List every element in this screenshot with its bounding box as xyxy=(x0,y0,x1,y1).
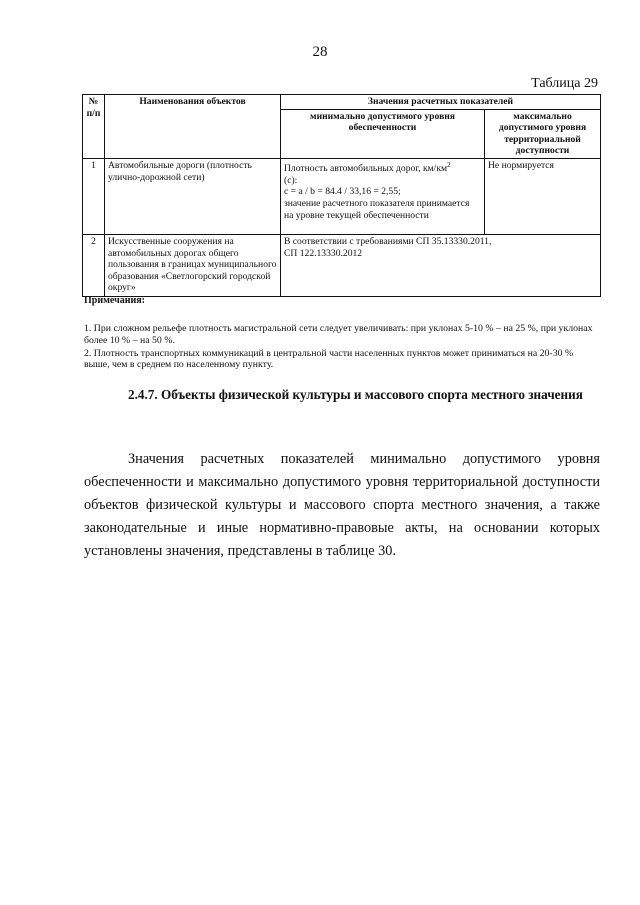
header-num: № п/п xyxy=(83,95,105,159)
notes xyxy=(84,323,598,372)
page-number: 28 xyxy=(312,44,328,60)
row-max-value: Не нормируется xyxy=(485,158,601,234)
body-paragraph: Значения расчетных показателей минимально допустимого уровня обеспеченности и максимально допустимого уровня территориальной доступности объектов физической культуры и массового спорта местного значения, а также законодательные и иные нормативно-правовые акты, на основании которых установлены значения, представлены в таблице 30. xyxy=(84,451,600,559)
row-num: 2 xyxy=(83,234,105,296)
min-line: (с): xyxy=(284,174,298,186)
min-superscript: 2 xyxy=(447,160,451,169)
header-values-group: Значения расчетных показателей xyxy=(281,95,601,110)
note-item: 2. Плотность транспортных коммуникаций в центральной части населенных пунктов может приниматься на 20-30 % выше, чем в среднем по населенному пункту. xyxy=(84,347,574,371)
notes-title: Примечания: xyxy=(84,295,146,306)
indicators-table xyxy=(82,94,601,297)
row-name: Автомобильные дороги (плотность улично-дорожной сети) xyxy=(105,158,281,234)
min-line: значение расчетного показателя принимается на уровне текущей обеспеченности xyxy=(284,197,470,221)
row-min-value xyxy=(281,234,601,296)
note-item: 1. При сложном рельефе плотность магистральной сети следует увеличивать: при уклонах 5-10 % – на 25 %, при уклонах более 10 % – на 50 %. xyxy=(84,323,593,346)
min-line: Плотность автомобильных дорог, км/км xyxy=(284,163,448,175)
row-min-value xyxy=(281,158,485,234)
min-line: СП 122.13330.2012 xyxy=(284,247,363,259)
header-min-level: минимально допустимого уровня обеспеченности xyxy=(281,109,485,158)
header-max-level: максимально допустимого уровня территориальной доступности xyxy=(485,109,601,158)
row-name: Искусственные сооружения на автомобильных дорогах общего пользования в границах муниципального образования «Светлогорский городской округ» xyxy=(105,234,281,296)
min-line: В соответствии с требованиями СП 35.13330.2011, xyxy=(284,235,492,247)
header-name: Наименования объектов xyxy=(105,95,281,159)
table-row xyxy=(83,158,601,234)
section-heading: 2.4.7. Объекты физической культуры и массового спорта местного значения xyxy=(128,387,583,402)
table-header-row xyxy=(83,95,601,110)
row-num: 1 xyxy=(83,158,105,234)
min-line: с = a / b = 84.4 / 33,16 = 2,55; xyxy=(284,186,401,198)
table-row xyxy=(83,234,601,296)
table-caption: Таблица 29 xyxy=(531,76,598,91)
